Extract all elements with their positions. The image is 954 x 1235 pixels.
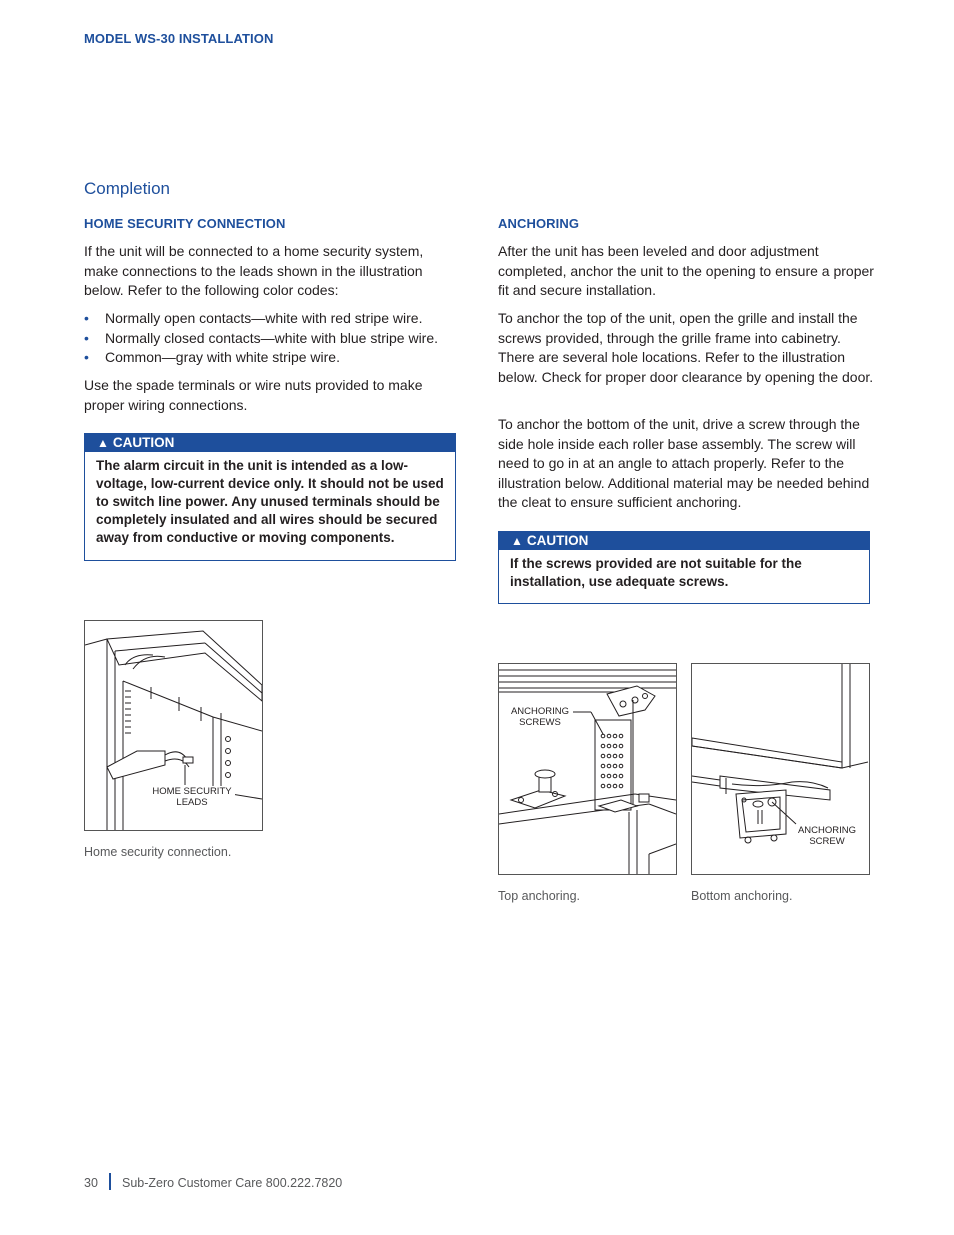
top-anchoring-illustration — [499, 664, 676, 874]
home-security-caption: Home security connection. — [84, 845, 232, 859]
anchoring-para-1: After the unit has been leveled and door adjustment completed, anchor the unit to the opening to ensure a proper fit and secure installation. — [498, 243, 874, 298]
anchoring-screw-label: ANCHORING SCREW — [794, 825, 860, 847]
home-security-figure — [84, 620, 263, 831]
page-number: 30 — [84, 1176, 98, 1190]
anchoring-screws-label: ANCHORING SCREWS — [507, 706, 573, 728]
list-item: • Normally open contacts—white with red stripe wire. — [84, 309, 456, 329]
list-item: • Common—gray with white stripe wire. — [84, 348, 456, 368]
list-item: • Normally closed contacts—white with blue stripe wire. — [84, 329, 456, 349]
home-security-intro: If the unit will be connected to a home security system, make connections to the leads shown in the illustration below. Refer to the following color codes: — [84, 243, 424, 298]
anchoring-subhead: ANCHORING — [498, 216, 580, 231]
caution-header: ▲ CAUTION — [85, 434, 455, 452]
bullet-icon: • — [84, 349, 89, 365]
caution-text: The alarm circuit in the unit is intended as a low-voltage, low-current device only. It should not be used to switch line power. Any unused terminals should be completely insulated and all wires should be secured away from conductive or moving components. — [96, 458, 444, 545]
running-header: MODEL WS-30 INSTALLATION — [84, 31, 274, 46]
anchoring-para-3: To anchor the bottom of the unit, drive a screw through the side hole inside each roller base assembly. The screw will need to go in at an angle to attach properly. Refer to the illustration below. Additional material may be needed behind the cleat to ensure sufficient anchoring. — [498, 416, 870, 510]
bullet-icon: • — [84, 310, 89, 326]
color-code-list — [84, 309, 456, 368]
footer-contact: Sub-Zero Customer Care 800.222.7820 — [122, 1176, 343, 1190]
top-anchoring-figure — [498, 663, 677, 875]
bottom-anchoring-caption: Bottom anchoring. — [691, 889, 793, 903]
warning-icon: ▲ — [511, 534, 523, 548]
section-title: Completion — [84, 179, 170, 198]
bullet-icon: • — [84, 329, 89, 346]
home-security-subhead: HOME SECURITY CONNECTION — [84, 216, 286, 231]
home-security-leads-label: HOME SECURITY LEADS — [149, 786, 235, 808]
top-anchoring-caption: Top anchoring. — [498, 889, 581, 903]
anchoring-para-2: To anchor the top of the unit, open the grille and install the screws provided, through the grille frame into cabinetry. There are several hole locations. Refer to the illustration below. Check for proper door clearance by opening the door. — [498, 310, 874, 385]
caution-header: ▲ CAUTION — [499, 532, 869, 550]
caution-box-screws — [498, 531, 870, 604]
caution-box-alarm — [84, 433, 456, 561]
caution-text: If the screws provided are not suitable for the installation, use adequate screws. — [510, 556, 802, 589]
home-security-outro: Use the spade terminals or wire nuts provided to make proper wiring connections. — [84, 377, 423, 413]
bottom-anchoring-figure — [691, 663, 870, 875]
footer-divider — [109, 1173, 111, 1190]
warning-icon: ▲ — [97, 436, 109, 450]
